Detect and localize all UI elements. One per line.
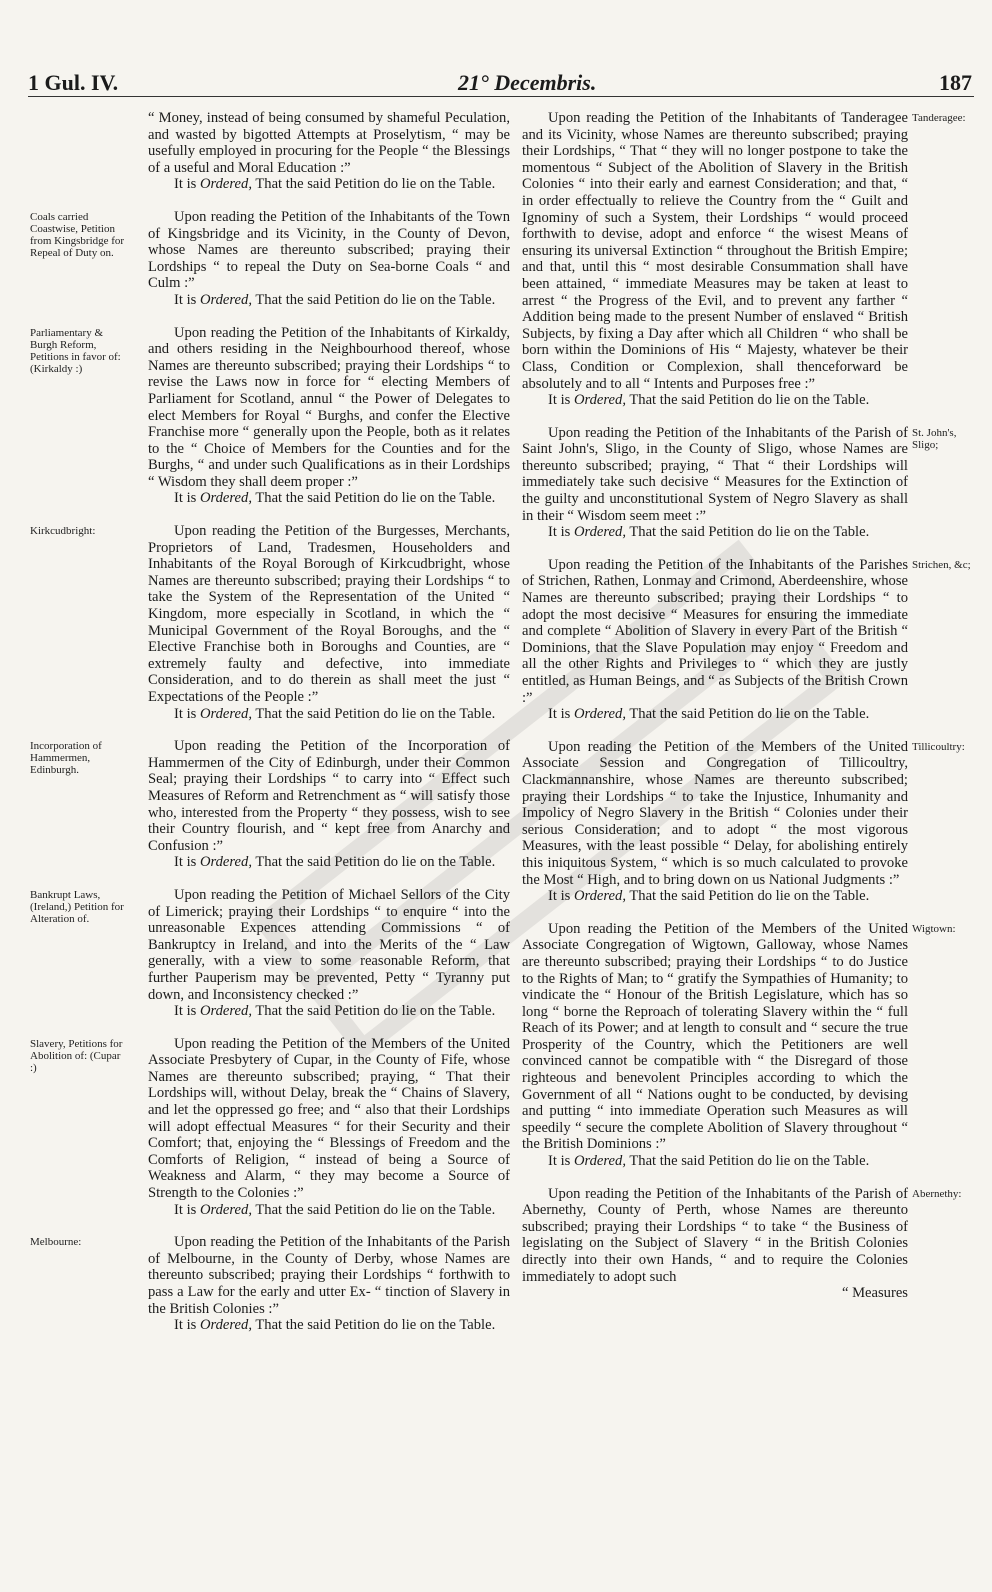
petition-text: Upon reading the Petition of the Inhabitants of the Parish of Saint John's, Sligo, in the County of Sligo, whose Names are thereunto subscribed; praying, “ That “ their Lordships will immediately take such decisive “ Measures for the Extinction of the guilty and unconstitutional System of Negro Slavery as shall in their “ Wisdom seem meet :” <box>522 424 908 524</box>
entry <box>522 110 978 409</box>
petition-text: “ Money, instead of being consumed by shameful Peculation, and wasted by bigotted Attempts at Proselytism, “ may be usefully employed in procuring for the People “ the Blessings of a useful and Moral Education :” <box>148 110 510 176</box>
entry <box>522 921 978 1170</box>
margin-note: Bankrupt Laws, (Ireland,) Petition for Alteration of. <box>30 888 124 925</box>
margin-note: Strichen, &c; <box>912 558 971 571</box>
entry <box>28 1234 510 1334</box>
margin-note: Tillicoultry: <box>912 740 965 753</box>
header-rule <box>28 96 974 97</box>
petition-text: Upon reading the Petition of the Inhabitants of Tanderagee and its Vicinity, whose Names are thereunto subscribed; praying their Lordships, “ That “ they will no longer postpone to take the momentous “ Subject of the Abolition of Slavery in the British Colonies “ into their early and earnest Consideration; and that, “ in order effectually to relieve the Country from the “ Guilt and Ignominy of such a System, their Lordships “ would proceed forthwith to devise, adopt and enforce “ the wisest Means of ensuring its universal Extinction “ throughout the British Empire; and that, until this “ most desirable Consummation shall have been attained, “ immediate Measures may be taken at least to arrest “ the Progress of the Evil, and to prevent any farther “ Addition being made to the present Number of enslaved “ British Subjects, by fixing a Day after which all Children “ who shall be born within the Dominions of His “ Majesty, whatever be their Class, Condition or Complexion, shall thenceforward be absolutely and to all “ Intents and Purposes free :” <box>522 110 908 392</box>
entry <box>28 523 510 722</box>
entry <box>28 209 510 309</box>
entry <box>522 739 978 905</box>
entry <box>522 1186 978 1302</box>
petition-text: Upon reading the Petition of the Burgesses, Merchants, Proprietors of Land, Tradesmen, Householders and Inhabitants of the Royal Borough of Kirkcudbright, whose Names are thereunto subscribed; praying their Lordships “ to take the System of the Representation of the United “ Kingdom, more especially in Scotland, in which the “ Municipal Government of the Royal Boroughs, and the “ Elective Franchise both in Boroughs and Counties, are “ extremely faulty and defective, into immediate Consideration, and to do therein as shall meet the just “ Expectations of the People :” <box>148 523 510 705</box>
page-number: 187 <box>939 70 972 95</box>
petition-text: Upon reading the Petition of Michael Sellors of the City of Limerick; praying their Lordships “ to enquire “ into the unreasonable Expences attending Commissions “ of Bankruptcy in Ireland, and into the Merits of the “ Law generally, with a view to some reasonable Reform, that further Pauperism may be prevented, Petty “ Tyranny put down, and Inconsistency checked :” <box>148 886 510 1003</box>
margin-note: Tanderagee: <box>912 112 966 124</box>
order-line: It is Ordered, That the said Petition do lie on the Table. <box>548 524 870 541</box>
petition-text: Upon reading the Petition of the Inhabitants of Kirkaldy, and others residing in the Neighbourhood thereof, whose Names are thereunto subscribed; praying their Lordships “ to revise the Laws now in force for “ electing Members of Parliament for Scotland, annul “ the Power of Delegates to elect Members for Royal “ Burghs, and confer the Elective Franchise more “ generally upon the People, both as it relates to the “ Choice of Members for the Counties and for the Burghs, “ and under such Qualifications as in their Lordships “ Wisdom they shall deem proper :” <box>148 324 510 490</box>
order-line: It is Ordered, That the said Petition do lie on the Table. <box>174 705 496 722</box>
margin-note: Kirkcudbright: <box>30 525 96 538</box>
entry <box>28 325 510 508</box>
order-line: It is Ordered, That the said Petition do lie on the Table. <box>548 706 870 723</box>
margin-note: Incorporation of Hammermen, Edinburgh. <box>30 740 102 777</box>
margin-note: St. John's, Sligo; <box>912 426 957 451</box>
order-line: It is Ordered, That the said Petition do lie on the Table. <box>174 854 496 871</box>
entry <box>522 425 978 541</box>
right-column <box>522 110 978 1318</box>
entry <box>28 1036 510 1219</box>
petition-text: Upon reading the Petition of the Members of the United Associate Presbytery of Cupar, in the County of Fife, whose Names are thereunto subscribed; praying, “ That their Lordships will, without Delay, break the “ Chains of Slavery, and let the oppressed go free; and “ also that their Lordships will adopt effectual Measures “ for their Security and their Comfort; that, enjoying the “ Blessings of Freedom and the Comforts of Religion, “ instead of being a Source of Weakness and Alarm, “ they may become a Source of Strength to the Colonies :” <box>148 1035 510 1202</box>
margin-note: Wigtown: <box>912 922 956 935</box>
catchword: “ Measures <box>841 1285 908 1302</box>
petition-text: Upon reading the Petition of the Inhabitants of the Parishes of Strichen, Rathen, Lonmay and Crimond, Aberdeenshire, whose Names are thereunto subscribed; praying their Lordships “ to adopt the most decisive “ Measures for ensuring the immediate and complete “ Abolition of Slavery in every Part of the British “ Dominions, that the Slave Population may enjoy “ Freedom and all the other Rights and Privileges to “ which they are justly entitled, as Human Beings, and “ as Subjects of the British Crown :” <box>522 556 908 706</box>
order-line: It is Ordered, That the said Petition do lie on the Table. <box>174 1317 496 1334</box>
petition-text: Upon reading the Petition of the Inhabitants of the Town of Kingsbridge and its Vicinity, in the County of Devon, whose Names are thereunto subscribed; praying their Lordships “ to repeal the Duty on Sea-borne Coals “ and Culm :” <box>148 208 510 292</box>
entry <box>28 738 510 871</box>
order-line: It is Ordered, That the said Petition do lie on the Table. <box>174 291 496 308</box>
order-line: It is Ordered, That the said Petition do lie on the Table. <box>174 1003 496 1020</box>
order-line: It is Ordered, That the said Petition do lie on the Table. <box>174 176 496 193</box>
petition-text: Upon reading the Petition of the Inhabitants of the Parish of Abernethy, County of Perth, whose Names are thereunto subscribed; praying their Lordships “ to take “ the Business of legislating on the Subject of Slavery “ in the British Colonies directly into their own Hands, “ and to require the Colonies immediately to adopt such <box>522 1185 908 1285</box>
order-line: It is Ordered, That the said Petition do lie on the Table. <box>548 392 870 409</box>
entry <box>28 887 510 1020</box>
order-line: It is Ordered, That the said Petition do lie on the Table. <box>174 490 496 507</box>
petition-text: Upon reading the Petition of the Inhabitants of the Parish of Melbourne, in the County of Derby, whose Names are thereunto subscribed; praying their Lordships “ forthwith to pass a Law for the early and utter Ex- “ tinction of Slavery in the British Colonies :” <box>148 1234 510 1317</box>
entry <box>522 557 978 723</box>
order-line: It is Ordered, That the said Petition do lie on the Table. <box>548 1153 870 1170</box>
order-line: It is Ordered, That the said Petition do lie on the Table. <box>174 1201 496 1218</box>
page-header <box>28 70 974 104</box>
petition-text: Upon reading the Petition of the Members of the United Associate Session and Congregation of Tillicoultry, Clackmannanshire, whose Names are thereunto subscribed; praying their Lordships “ to take the Injustice, Inhumanity and Impolicy of Negro Slavery in the British “ Colonies under their serious Consideration; and to adopt “ the most vigorous Measures, with the least possible “ Delay, for abolishing entirely this iniquitous System, “ which is so much calculated to provoke the Most “ High, and to bring down on us National Judgments :” <box>522 738 908 888</box>
order-line: It is Ordered, That the said Petition do lie on the Table. <box>548 888 870 905</box>
petition-text: Upon reading the Petition of the Incorporation of Hammermen of the City of Edinburgh, under their Common Seal; praying their Lordships “ to carry into “ Effect such Measures of Reform and Retrenchment as “ will satisfy those who, interested from the Property “ they possess, wish to see their Country flourish, and “ kept free from Anarchy and Confusion :” <box>148 738 510 854</box>
entry <box>28 110 510 193</box>
header-date: 21° Decembris. <box>458 70 597 95</box>
margin-note: Abernethy: <box>912 1187 962 1200</box>
petition-text: Upon reading the Petition of the Members of the United Associate Congregation of Wigtown, Galloway, whose Names are thereunto subscribed; praying their Lordships “ to do Justice to the Rights of Man; to “ gratify the Sympathies of Humanity; to vindicate the “ Honour of the British Legislature, which has so long “ borne the Reproach of tolerating Slavery within the “ full Reach of its Power; and at length to consult and “ secure the true Prosperity of the Country, which the Petitioners are well convinced cannot be compatible with “ the Disregard of those righteous and benevolent Principles according to which the Government of all “ Nations ought to be conducted, by devising and putting “ into immediate Operation such Measures as will speedily “ secure the complete Abolition of Slavery throughout “ the British Dominions :” <box>522 920 908 1153</box>
margin-note: Melbourne: <box>30 1236 82 1249</box>
margin-note: Coals carried Coastwise, Petition from Kingsbridge for Repeal of Duty on. <box>30 210 125 259</box>
margin-note: Slavery, Petitions for Abolition of: (Cupar :) <box>30 1037 123 1074</box>
left-column <box>28 110 510 1350</box>
header-regnal-year: 1 Gul. IV. <box>28 70 119 95</box>
margin-note: Parliamentary & Burgh Reform, Petitions in favor of: (Kirkaldy :) <box>30 326 121 375</box>
